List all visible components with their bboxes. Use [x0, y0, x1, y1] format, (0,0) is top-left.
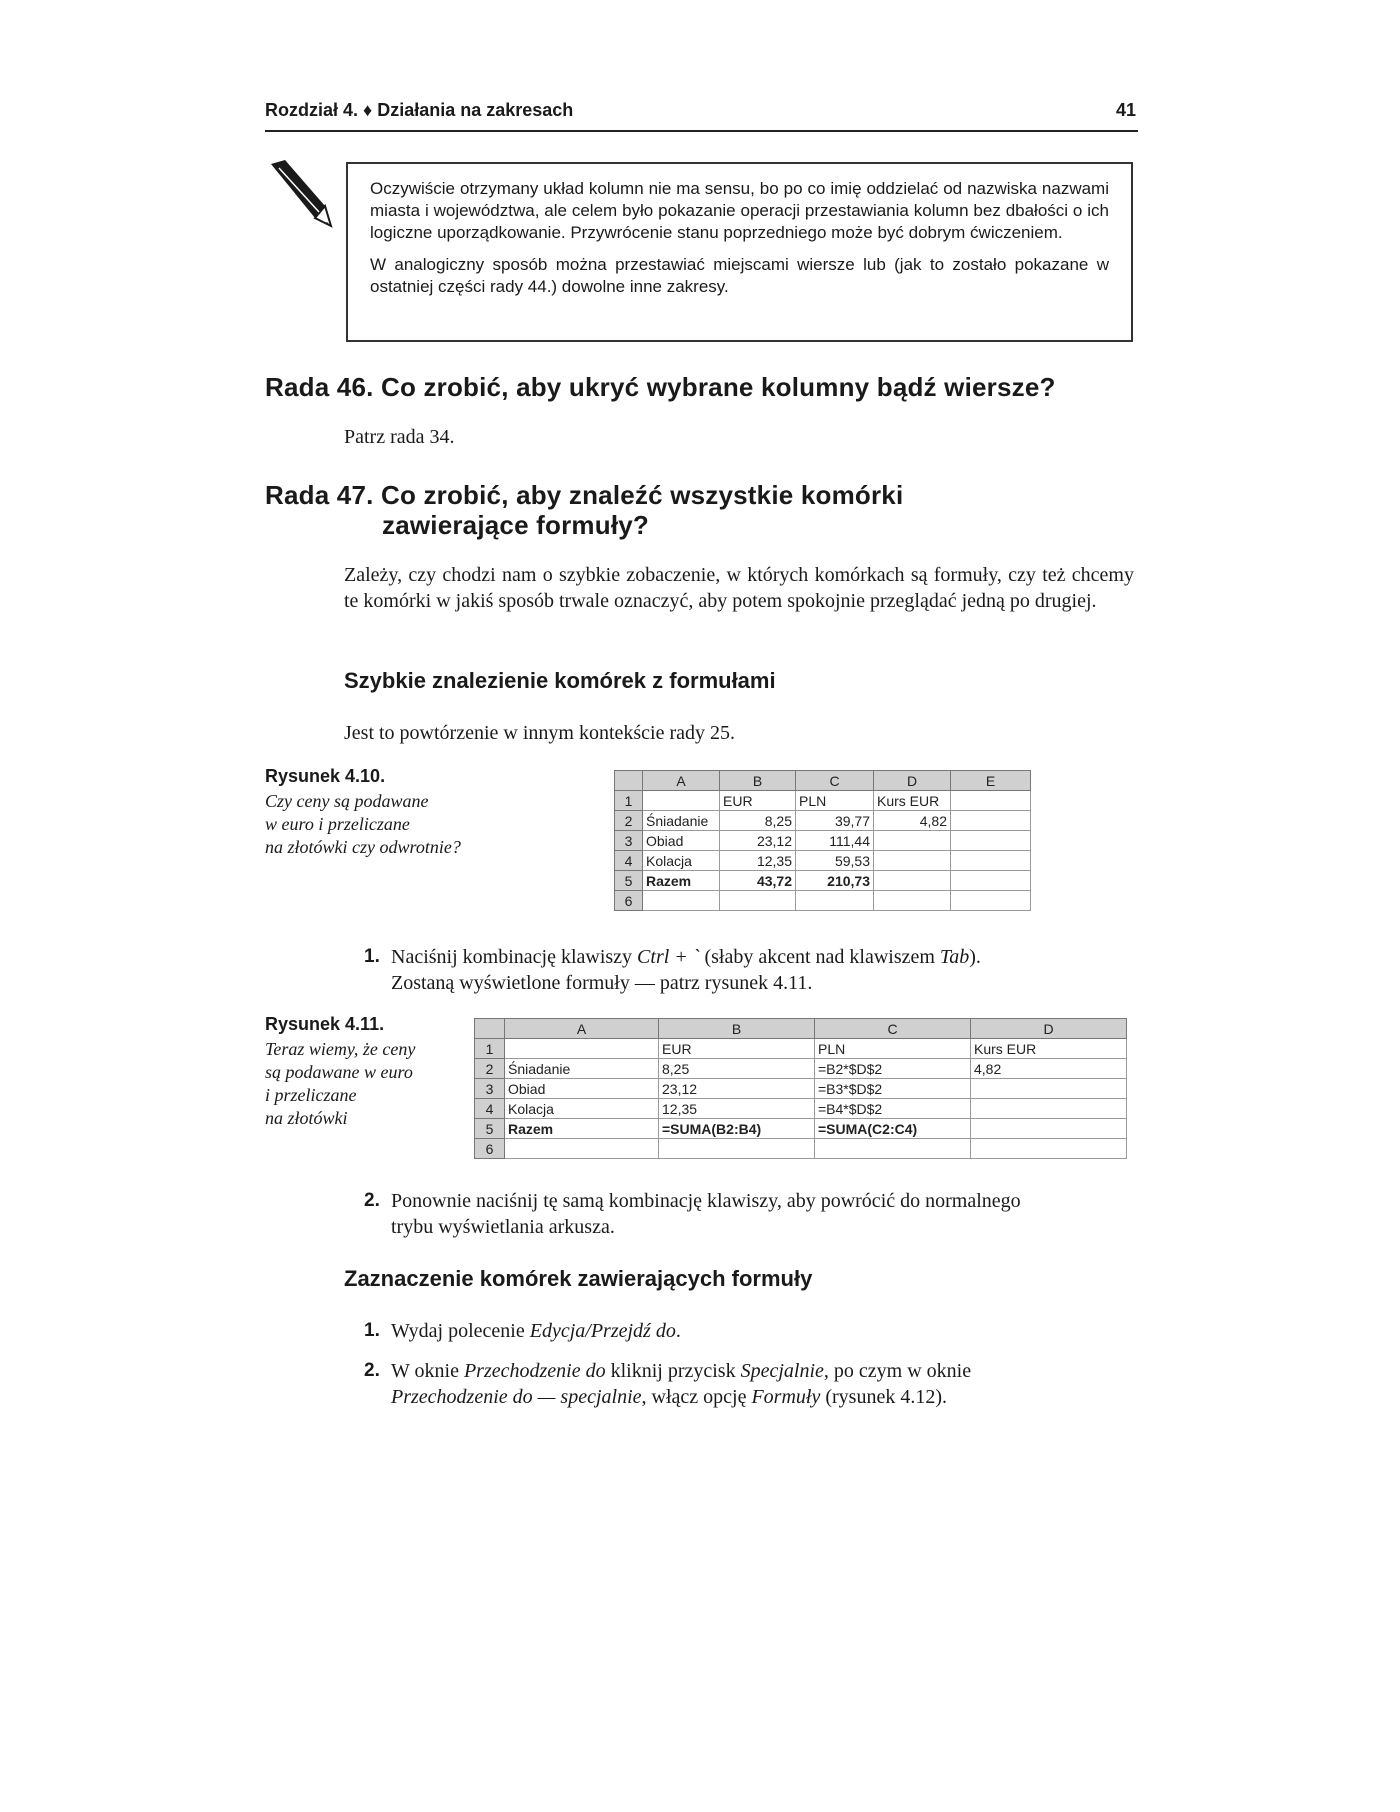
step-text-part: kliknij przycisk	[605, 1360, 741, 1382]
rada-47-body: Zależy, czy chodzi nam o szybkie zobaczenie, w których komórkach są formuły, czy też chcemy te komórki w jakiś sposób trwale oznaczyć, aby potem spokojnie przeglądać jedną po drugiej.	[344, 564, 1134, 612]
step-text-line-2: trybu wyświetlania arkusza.	[391, 1216, 615, 1238]
step-text-line-2: Zostaną wyświetlone formuły — patrz rysunek 4.11.	[391, 972, 813, 994]
step-text-part: ).	[969, 946, 981, 968]
table-row	[615, 831, 1031, 851]
step-text-part: (słaby akcent nad klawiszem	[699, 946, 940, 968]
table-row	[475, 1059, 1127, 1079]
cell: Obiad	[505, 1079, 659, 1099]
column-header: C	[815, 1019, 971, 1039]
cell	[720, 891, 796, 911]
step-text	[391, 1318, 681, 1344]
step-text	[391, 1188, 1021, 1240]
row-header: 1	[475, 1039, 505, 1059]
cell: Kurs EUR	[874, 791, 951, 811]
cell	[874, 831, 951, 851]
cell	[951, 891, 1031, 911]
cell: Razem	[643, 871, 720, 891]
cell	[505, 1039, 659, 1059]
note-paragraph-1: Oczywiście otrzymany układ kolumn nie ma sensu, bo po co imię oddzielać od nazwiska nazwami miasta i województwa, ale celem było pokazanie operacji przestawiania kolumn bez dbałości o ich logiczne uporządkowanie. Przywrócenie stanu poprzedniego może być dobrym ćwiczeniem.	[370, 179, 1109, 242]
step-text-part: , po czym w oknie	[823, 1360, 972, 1382]
row-header: 1	[615, 791, 643, 811]
table-row	[615, 791, 1031, 811]
step-text-part: Naciśnij kombinację klawiszy	[391, 946, 638, 968]
menu-command: Edycja/Przejdź do	[529, 1320, 676, 1342]
page-number: 41	[1115, 100, 1136, 120]
cell: 23,12	[720, 831, 796, 851]
cell	[951, 831, 1031, 851]
chapter-title: Rozdział 4. ♦ Działania na zakresach	[265, 100, 574, 120]
spreadsheet-formulas	[474, 1018, 1127, 1159]
cell	[874, 871, 951, 891]
cell	[951, 871, 1031, 891]
column-header: B	[720, 771, 796, 791]
cell: 210,73	[796, 871, 874, 891]
row-header: 5	[475, 1119, 505, 1139]
figure-4-11-label: Rysunek 4.11.	[265, 1014, 385, 1034]
cell	[951, 791, 1031, 811]
table-row	[475, 1039, 1127, 1059]
cell: 4,82	[874, 811, 951, 831]
column-header: B	[659, 1019, 815, 1039]
row-header: 2	[615, 811, 643, 831]
row-header: 3	[615, 831, 643, 851]
cell	[659, 1139, 815, 1159]
cell: 12,35	[720, 851, 796, 871]
caption-line: na złotówki	[265, 1108, 348, 1128]
step-1-show-formulas	[364, 944, 1134, 1000]
caption-line: na złotówki czy odwrotnie?	[265, 837, 461, 857]
key-tab: Tab	[939, 946, 970, 968]
cell	[643, 891, 720, 911]
cell: PLN	[796, 791, 874, 811]
step-text-part: Wydaj polecenie	[391, 1320, 530, 1342]
note-box	[346, 162, 1133, 342]
corner-cell	[615, 771, 643, 791]
section-1-body: Jest to powtórzenie w innym kontekście rady 25.	[344, 722, 736, 744]
table-row	[475, 1119, 1127, 1139]
cell: EUR	[720, 791, 796, 811]
cell: 12,35	[659, 1099, 815, 1119]
cell: =SUMA(B2:B4)	[659, 1119, 815, 1139]
caption-line: Czy ceny są podawane	[265, 791, 429, 811]
row-header: 4	[475, 1099, 505, 1119]
column-header: A	[505, 1019, 659, 1039]
cell	[971, 1099, 1127, 1119]
cell: Obiad	[643, 831, 720, 851]
caption-line: są podawane w euro	[265, 1062, 413, 1082]
column-header-row	[615, 771, 1031, 791]
row-header: 6	[615, 891, 643, 911]
step-number: 1.	[364, 1320, 380, 1341]
corner-cell	[475, 1019, 505, 1039]
table-row	[615, 851, 1031, 871]
step-number: 2.	[364, 1190, 380, 1211]
step-number: 2.	[364, 1360, 380, 1381]
cell: Kolacja	[643, 851, 720, 871]
column-header: D	[874, 771, 951, 791]
cell: =B4*$D$2	[815, 1099, 971, 1119]
cell: 111,44	[796, 831, 874, 851]
cell: PLN	[815, 1039, 971, 1059]
rada-46-heading: Rada 46. Co zrobić, aby ukryć wybrane kolumny bądź wiersze?	[265, 372, 1056, 402]
cell: =B3*$D$2	[815, 1079, 971, 1099]
cell	[505, 1139, 659, 1159]
shortcut-ctrl: Ctrl + `	[637, 946, 700, 968]
cell: Kolacja	[505, 1099, 659, 1119]
cell	[971, 1119, 1127, 1139]
table-row	[615, 811, 1031, 831]
column-header: D	[971, 1019, 1127, 1039]
row-header: 6	[475, 1139, 505, 1159]
cell: =B2*$D$2	[815, 1059, 971, 1079]
cell: Śniadanie	[505, 1059, 659, 1079]
cell: Razem	[505, 1119, 659, 1139]
row-header: 3	[475, 1079, 505, 1099]
cell: 23,12	[659, 1079, 815, 1099]
rada-47-heading-line2: zawierające formuły?	[382, 510, 649, 540]
option-name: Formuły	[751, 1386, 821, 1408]
button-name: Specjalnie	[740, 1360, 824, 1382]
rada-46-body: Patrz rada 34.	[344, 426, 455, 448]
cell	[951, 811, 1031, 831]
cell: EUR	[659, 1039, 815, 1059]
cell	[815, 1139, 971, 1159]
row-header: 5	[615, 871, 643, 891]
cell	[796, 891, 874, 911]
dialog-name: Przechodzenie do	[463, 1360, 606, 1382]
cell: 8,25	[720, 811, 796, 831]
row-header: 2	[475, 1059, 505, 1079]
step-text	[391, 1358, 971, 1410]
step-1-edit-goto	[364, 1318, 1134, 1346]
figure-4-10-label: Rysunek 4.10.	[265, 766, 386, 786]
pencil-note-icon	[265, 160, 335, 232]
caption-line: i przeliczane	[265, 1085, 357, 1105]
cell: Kurs EUR	[971, 1039, 1127, 1059]
section-heading-select-formulas: Zaznaczenie komórek zawierających formuły	[344, 1266, 813, 1291]
cell	[874, 891, 951, 911]
cell: =SUMA(C2:C4)	[815, 1119, 971, 1139]
step-text-part: W oknie	[391, 1360, 464, 1382]
table-row	[475, 1079, 1127, 1099]
dialog-name: Przechodzenie do — specjalnie	[391, 1386, 642, 1408]
note-paragraph-2: W analogiczny sposób można przestawiać miejscami wiersze lub (jak to zostało pokazane w ostatniej części rady 44.) dowolne inne zakresy.	[370, 255, 1109, 296]
cell: 39,77	[796, 811, 874, 831]
table-row	[615, 891, 1031, 911]
cell: 43,72	[720, 871, 796, 891]
cell: 59,53	[796, 851, 874, 871]
step-2-restore-view	[364, 1188, 1134, 1244]
spreadsheet-values	[614, 770, 1031, 911]
table-row	[615, 871, 1031, 891]
section-heading-quick-find: Szybkie znalezienie komórek z formułami	[344, 668, 776, 693]
cell	[874, 851, 951, 871]
cell: Śniadanie	[643, 811, 720, 831]
cell: 8,25	[659, 1059, 815, 1079]
step-text-part: (rysunek 4.12).	[820, 1386, 947, 1408]
column-header: C	[796, 771, 874, 791]
figure-4-10-caption	[265, 790, 461, 859]
cell: 4,82	[971, 1059, 1127, 1079]
step-text-line-1: Ponownie naciśnij tę samą kombinację klawiszy, aby powrócić do normalnego	[391, 1190, 1021, 1212]
caption-line: Teraz wiemy, że ceny	[265, 1039, 416, 1059]
figure-4-11-caption	[265, 1038, 415, 1130]
cell	[971, 1139, 1127, 1159]
rada-47-heading-line1: Rada 47. Co zrobić, aby znaleźć wszystkie komórki	[265, 480, 904, 510]
cell	[971, 1079, 1127, 1099]
cell	[951, 851, 1031, 871]
step-text-part: .	[675, 1320, 681, 1342]
running-header	[265, 100, 1138, 132]
column-header: E	[951, 771, 1031, 791]
table-row	[475, 1139, 1127, 1159]
table-row	[475, 1099, 1127, 1119]
column-header-row	[475, 1019, 1127, 1039]
cell	[643, 791, 720, 811]
column-header: A	[643, 771, 720, 791]
caption-line: w euro i przeliczane	[265, 814, 410, 834]
step-text-part: , włącz opcję	[641, 1386, 752, 1408]
step-2-special-formulas	[364, 1358, 1134, 1414]
row-header: 4	[615, 851, 643, 871]
step-text	[391, 944, 981, 996]
step-number: 1.	[364, 946, 380, 967]
